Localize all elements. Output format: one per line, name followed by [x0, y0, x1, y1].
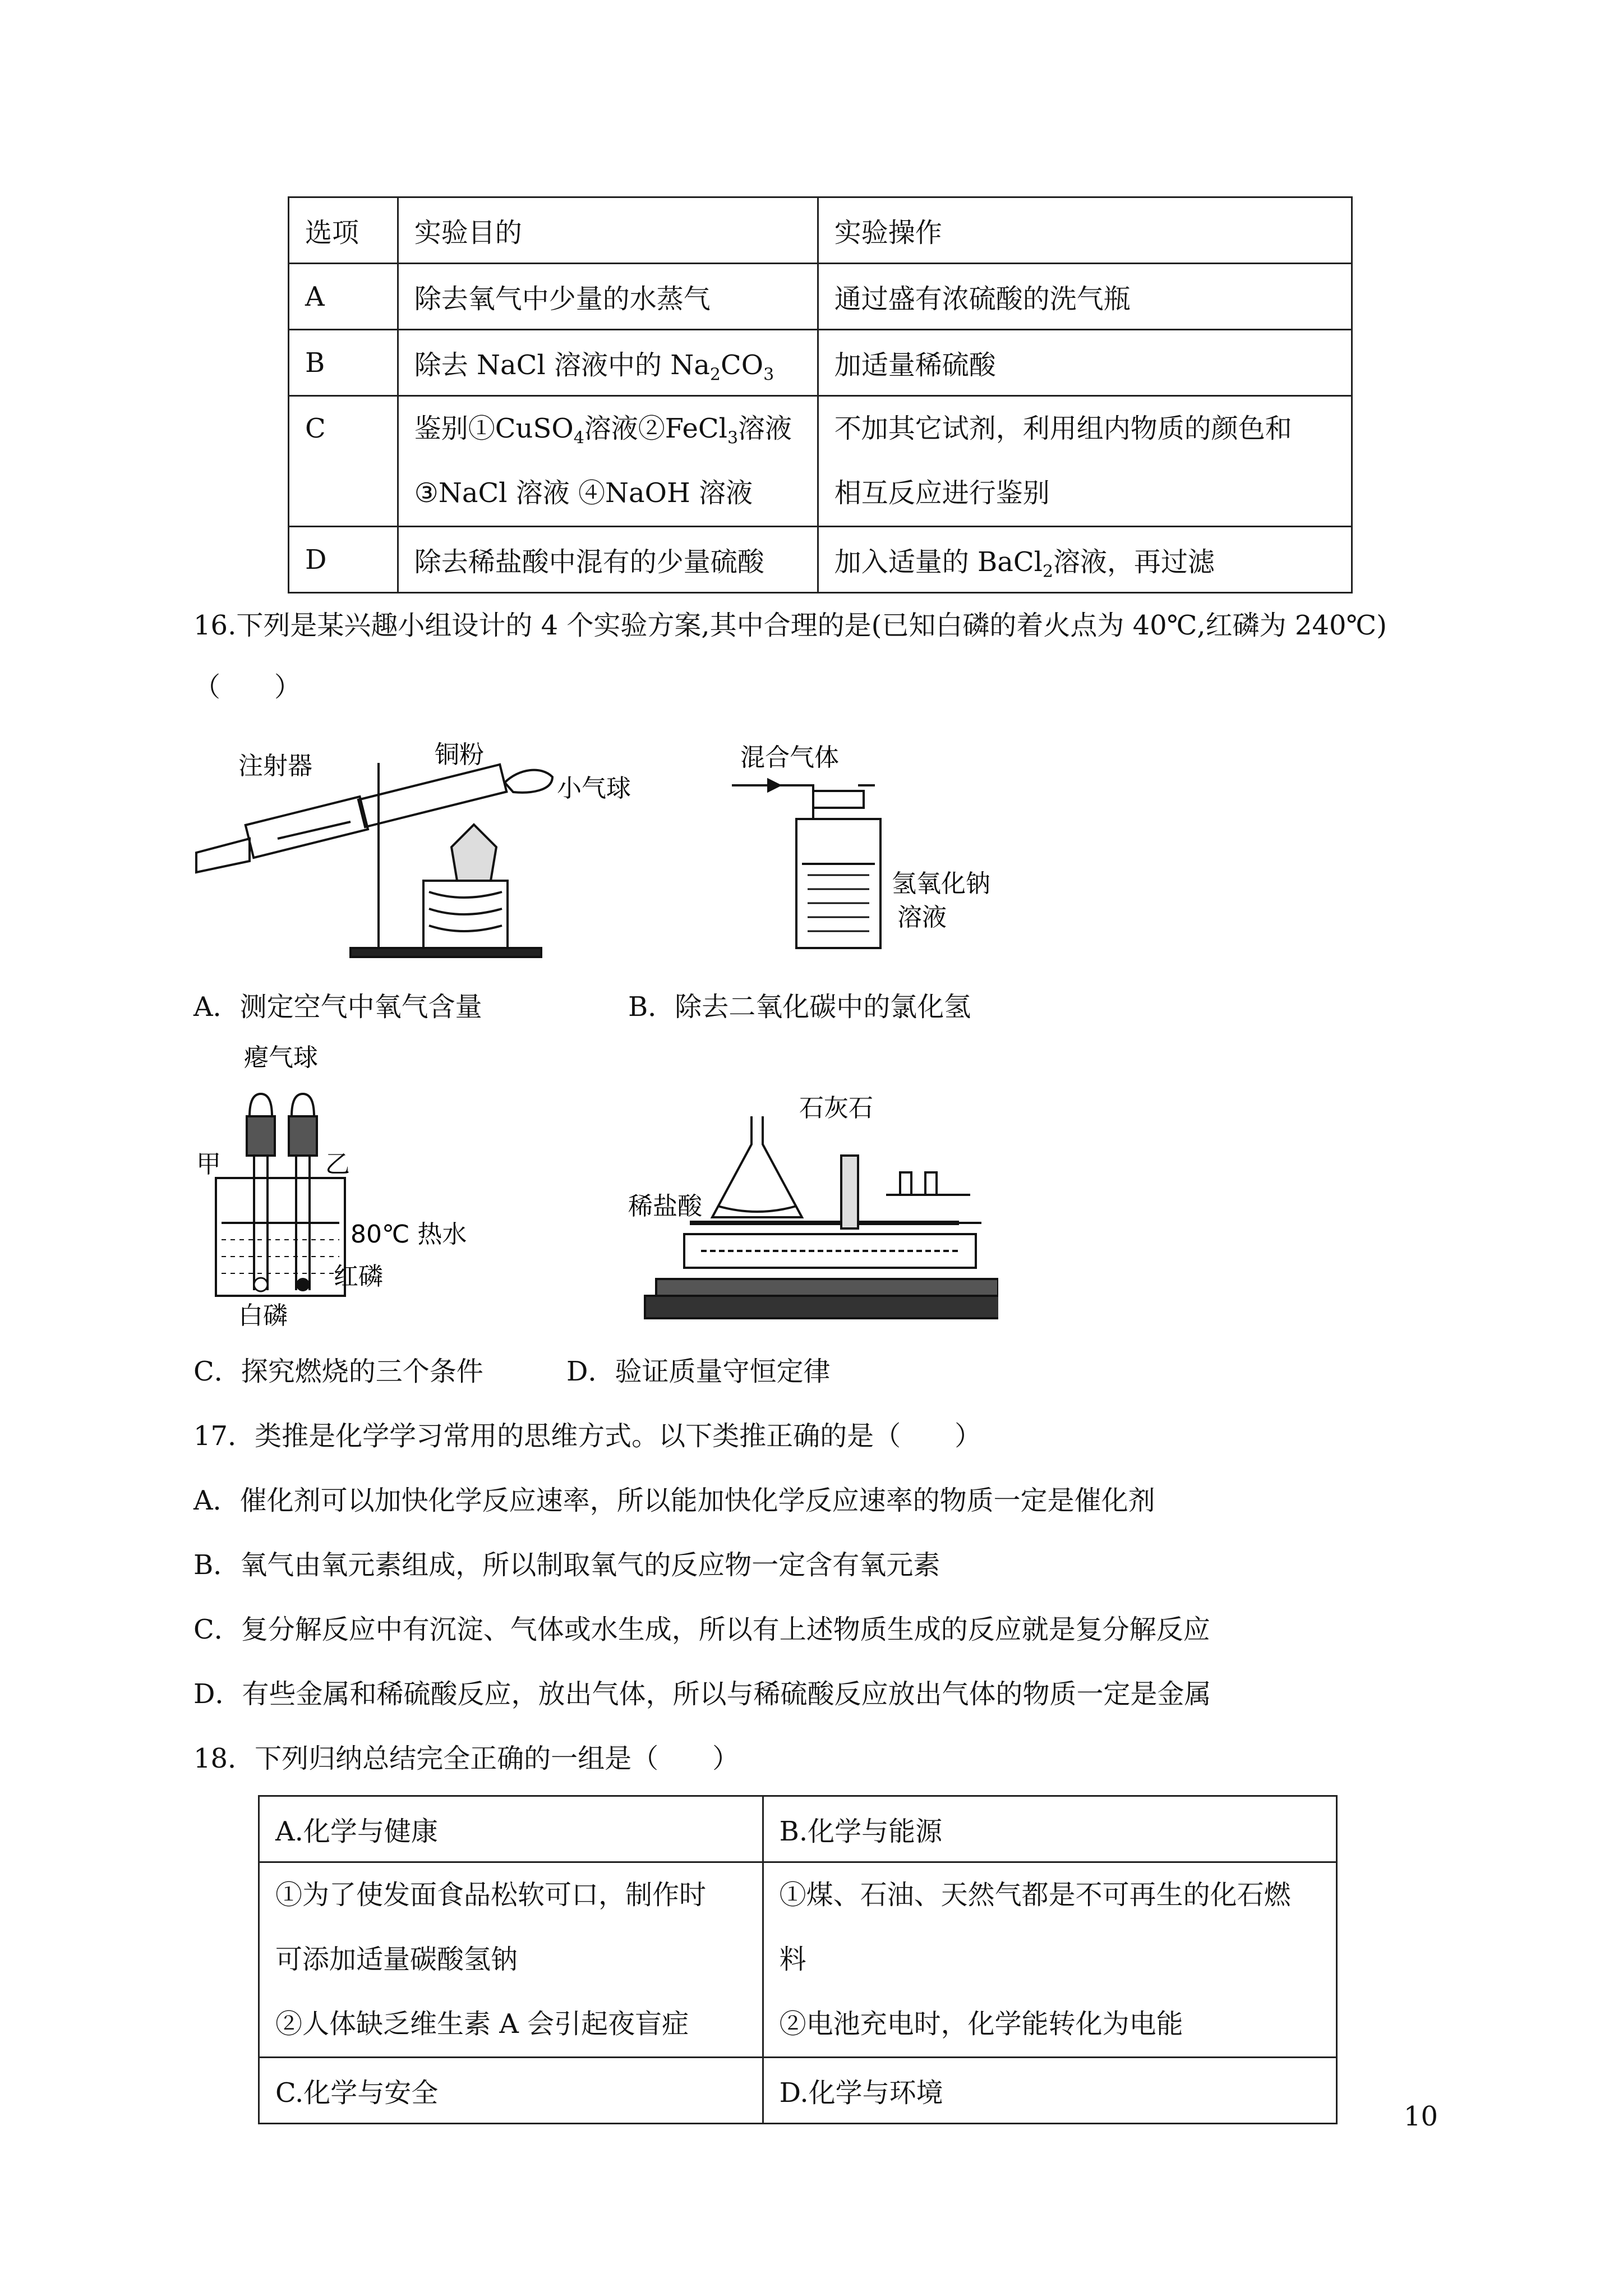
q17-option-b: B．氧气由氧元素组成，所以制取氧气的反应物一定含有氧元素	[193, 1549, 940, 1581]
row-option: D	[289, 527, 398, 593]
q16-bracket: （ ）	[193, 671, 302, 703]
table-row	[259, 2058, 1337, 2124]
label-deflated-balloons: 瘪气球	[244, 1043, 318, 1072]
table-row	[289, 527, 1352, 593]
q18-stem: 18．下列归纳总结完全正确的一组是（ ）	[193, 1743, 740, 1774]
row-operation: 通过盛有浓硫酸的洗气瓶	[818, 264, 1352, 330]
cell-b-title: B.化学与能源	[763, 1796, 1336, 1862]
table-header-row	[289, 197, 1352, 264]
row-purpose: 除去氧气中少量的水蒸气	[398, 264, 818, 330]
row-operation: 不加其它试剂，利用组内物质的颜色和 相互反应进行鉴别	[818, 396, 1352, 527]
page-number: 10	[1403, 2101, 1438, 2132]
cell-a-content: ①为了使发面食品松软可口，制作时 可添加适量碳酸氢钠 ②人体缺乏维生素 A 会引起夜盲症	[259, 1862, 763, 2058]
table-row	[289, 264, 1352, 330]
cell-d-title: D.化学与环境	[763, 2058, 1336, 2124]
figure-b-wash-bottle	[729, 740, 1043, 954]
table-row	[289, 330, 1352, 396]
row-purpose: 除去稀盐酸中混有的少量硫酸	[398, 527, 818, 593]
header-option: 选项	[289, 197, 398, 264]
experiment-table	[288, 196, 1353, 593]
label-limestone: 石灰石	[799, 1094, 873, 1122]
label-white-phosphorus: 白磷	[238, 1301, 288, 1330]
cell-b-content: ①煤、石油、天然气都是不可再生的化石燃 料 ②电池充电时，化学能转化为电能	[763, 1862, 1336, 2058]
row-purpose: 鉴别①CuSO$_4$溶液②FeCl$_3$溶液 ③NaCl 溶液 ④NaOH 溶液	[398, 396, 818, 527]
figure-a-syringe-apparatus	[193, 740, 642, 965]
table-row	[289, 396, 1352, 527]
label-small-balloon: 小气球	[557, 774, 631, 803]
label-jia: 甲	[196, 1150, 221, 1179]
figure-c-combustion-beaker	[193, 1043, 508, 1335]
row-option: A	[289, 264, 398, 330]
row-option: B	[289, 330, 398, 396]
q17-option-a: A．催化剂可以加快化学反应速率，所以能加快化学反应速率的物质一定是催化剂	[193, 1485, 1155, 1516]
label-copper-powder: 铜粉	[435, 740, 484, 769]
q16-option-b: B．除去二氧化碳中的氯化氢	[628, 991, 971, 1023]
row-operation: 加入适量的 BaCl$_2$溶液，再过滤	[818, 527, 1352, 593]
table-row	[259, 1796, 1337, 1862]
cell-c-title: C.化学与安全	[259, 2058, 763, 2124]
cell-a-title: A.化学与健康	[259, 1796, 763, 1862]
label-hot-water: 80℃ 热水	[351, 1220, 467, 1249]
header-purpose: 实验目的	[398, 197, 818, 264]
figure-d-balance	[623, 1094, 998, 1329]
label-syringe: 注射器	[238, 752, 312, 780]
summary-table	[258, 1795, 1338, 2124]
label-red-phosphorus: 红磷	[334, 1262, 383, 1291]
q17-stem: 17．类推是化学学习常用的思维方式。以下类推正确的是（ ）	[193, 1420, 982, 1452]
q17-option-d: D．有些金属和稀硫酸反应，放出气体，所以与稀硫酸反应放出气体的物质一定是金属	[193, 1678, 1211, 1710]
header-operation: 实验操作	[818, 197, 1352, 264]
q16-stem: 16.下列是某兴趣小组设计的 4 个实验方案,其中合理的是(已知白磷的着火点为 40℃,红磷为 240℃)	[193, 610, 1387, 641]
q17-option-c: C．复分解反应中有沉淀、气体或水生成，所以有上述物质生成的反应就是复分解反应	[193, 1614, 1210, 1645]
label-naoh-line1: 氢氧化钠	[892, 869, 990, 898]
row-option: C	[289, 396, 398, 527]
q16-option-c: C．探究燃烧的三个条件	[193, 1356, 483, 1387]
label-dilute-hcl: 稀盐酸	[628, 1192, 702, 1221]
table-row	[259, 1862, 1337, 2058]
label-naoh-line2: 溶液	[897, 903, 947, 932]
q16-option-d: D．验证质量守恒定律	[566, 1356, 831, 1387]
row-operation: 加适量稀硫酸	[818, 330, 1352, 396]
label-mixed-gas: 混合气体	[740, 743, 839, 772]
row-purpose: 除去 NaCl 溶液中的 $Na_2CO_3$	[398, 330, 818, 396]
q16-option-a: A．测定空气中氧气含量	[193, 991, 482, 1023]
label-yi: 乙	[325, 1150, 350, 1179]
